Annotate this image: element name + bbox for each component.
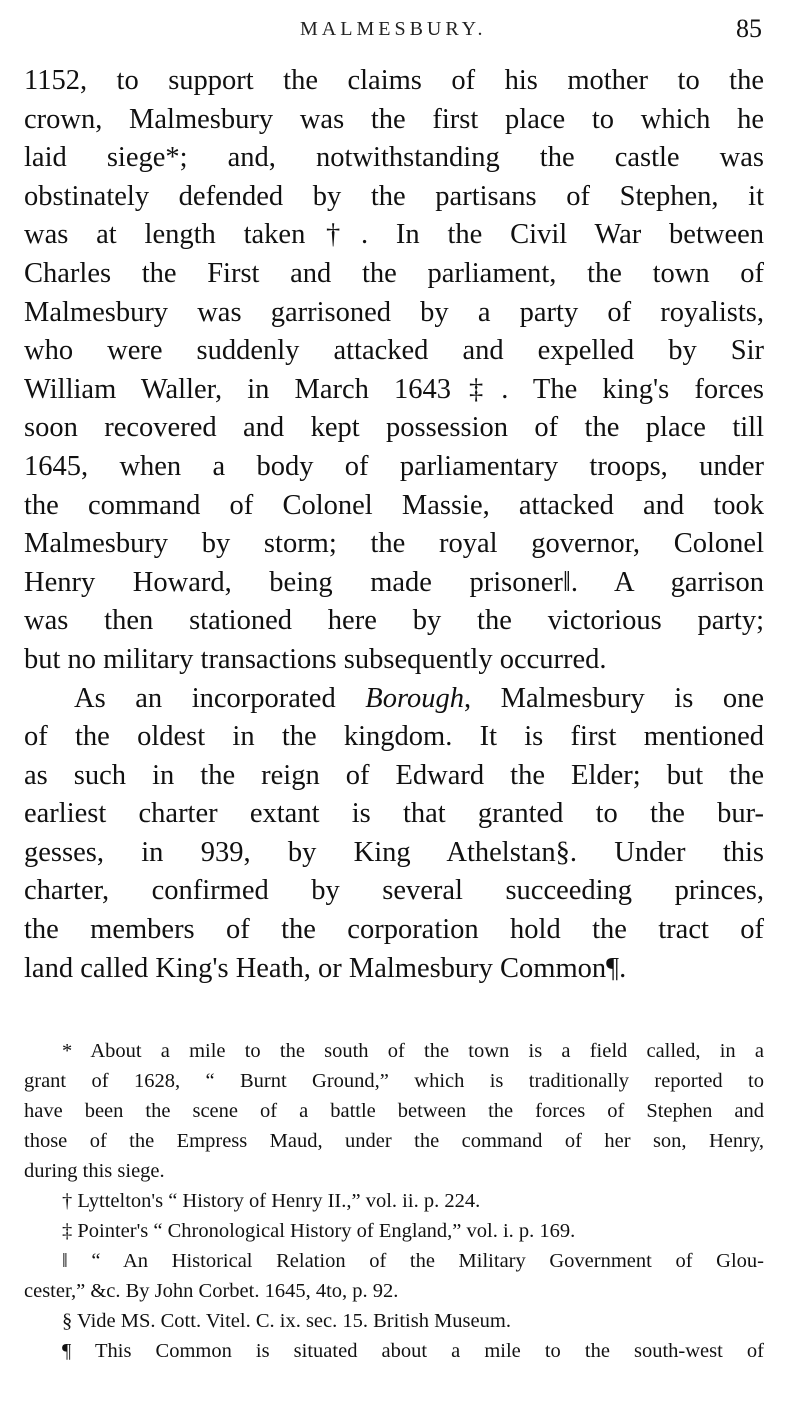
footnote-line: grant of 1628, “ Burnt Ground,” which is traditionally reported to (24, 1070, 764, 1092)
footnote-dagger: † Lyttelton's “ History of Henry II.,” vol. ii. p. 224. (62, 1190, 481, 1212)
body-line: was then stationed here by the victorious party; (24, 605, 764, 637)
body-line: as such in the reign of Edward the Elder; but the (24, 759, 764, 791)
body-line: gesses, in 939, by King Athelstan§. Under this (24, 836, 764, 868)
footnote-line: those of the Empress Maud, under the command of her son, Henry, (24, 1130, 764, 1152)
body-text (24, 62, 764, 988)
body-line: earliest charter extant is that granted to the bur- (24, 798, 764, 830)
paragraph-opening-rest: , Malmesbury is one (463, 682, 765, 714)
footnote-pilcrow: ¶ This Common is situated about a mile to the south-west of (62, 1340, 764, 1362)
body-line: soon recovered and kept possession of the place till (24, 412, 764, 444)
body-line: 1152, to support the claims of his mother to the (24, 65, 764, 96)
body-line: of the oldest in the kingdom. It is first mentioned (24, 721, 764, 753)
footnote-double-dagger: ‡ Pointer's “ Chronological History of England,” vol. i. p. 169. (62, 1220, 576, 1242)
footnote-section: § Vide MS. Cott. Vitel. C. ix. sec. 15. British Museum. (62, 1310, 511, 1332)
footnote-line: cester,” &c. By John Corbet. 1645, 4to, p. 92. (24, 1280, 399, 1302)
footnote-line: during this siege. (24, 1160, 165, 1182)
body-line: who were suddenly attacked and expelled by Sir (24, 335, 764, 367)
body-line: land called King's Heath, or Malmesbury Common¶. (24, 952, 627, 984)
body-line: the command of Colonel Massie, attacked and took (24, 489, 764, 521)
body-line: Malmesbury was garrisoned by a party of royalists, (24, 296, 764, 328)
body-line: 1645, when a body of parliamentary troops, under (24, 450, 764, 482)
footnote-line: have been the scene of a battle between the forces of Stephen and (24, 1100, 764, 1122)
body-line: obstinately defended by the partisans of Stephen, it (24, 180, 764, 212)
body-line: Charles the First and the parliament, the town of (24, 257, 764, 289)
footnote-star: * About a mile to the south of the town is a field called, in a (62, 1040, 764, 1062)
body-line: but no military transactions subsequently occurred. (24, 643, 607, 675)
footnote-parallel: ‖ “ An Historical Relation of the Military Government of Glou- (62, 1250, 764, 1272)
paragraph-opening-text: As an incorporated (74, 682, 366, 714)
body-line: laid siege*; and, notwithstanding the castle was (24, 142, 764, 174)
italic-borough: Borough (365, 682, 464, 714)
body-line: William Waller, in March 1643‡. The king's forces (24, 373, 764, 405)
body-line: Henry Howard, being made prisoner‖. A garrison (24, 566, 764, 598)
body-line: charter, confirmed by several succeeding princes, (24, 875, 764, 907)
running-head (0, 12, 800, 52)
body-line: the members of the corporation hold the tract of (24, 914, 764, 946)
body-line: crown, Malmesbury was the first place to which he (24, 103, 764, 135)
body-line: Malmesbury by storm; the royal governor, Colonel (24, 528, 764, 560)
running-title: MALMESBURY. (300, 18, 487, 40)
body-line: was at length taken†. In the Civil War between (24, 219, 764, 251)
footnotes (24, 1036, 764, 1366)
page-number: 85 (736, 14, 762, 43)
paragraph-opening-line (24, 680, 764, 719)
